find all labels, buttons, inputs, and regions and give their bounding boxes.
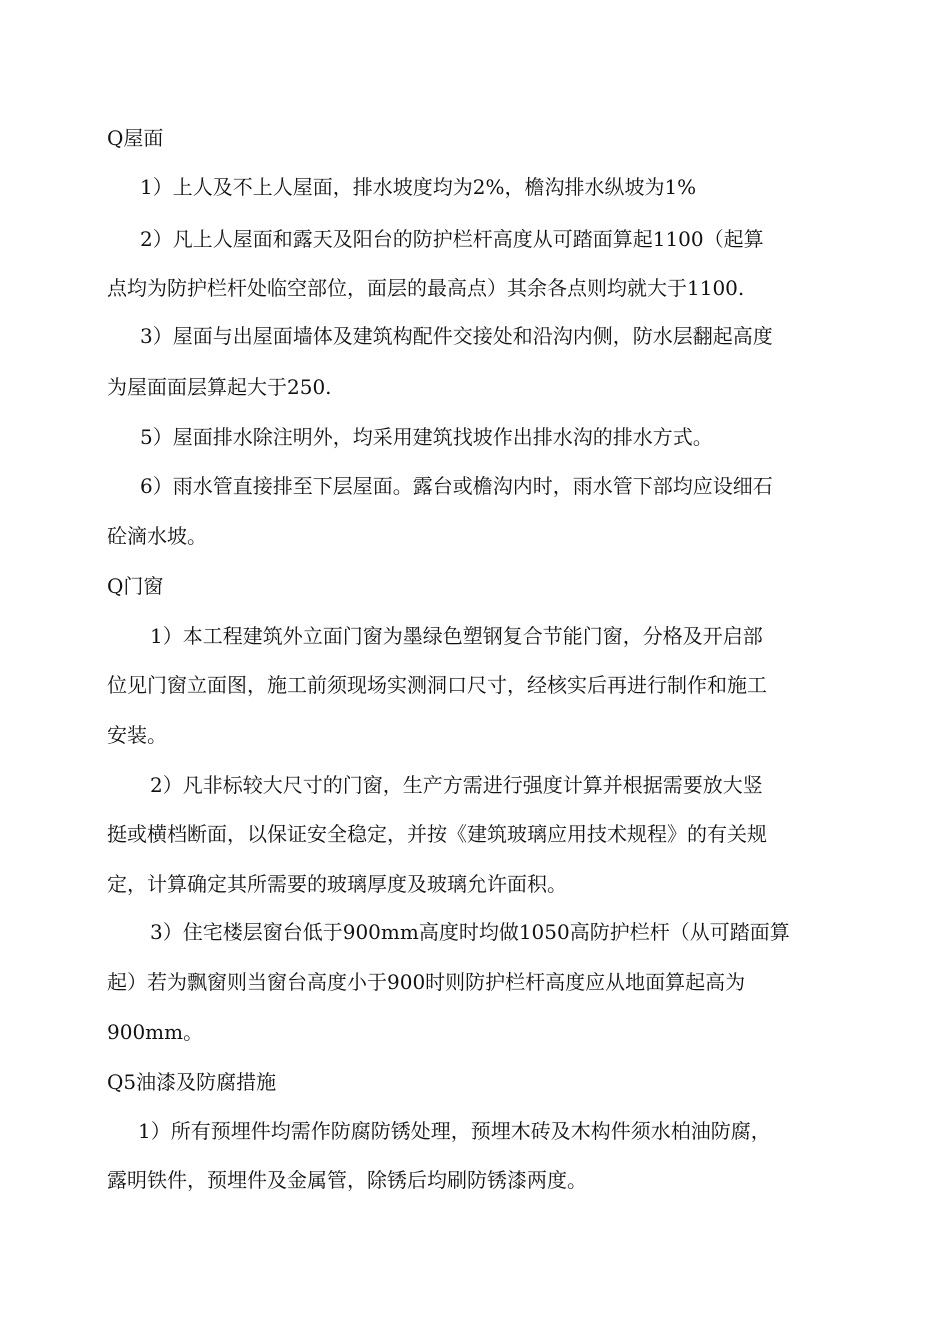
paragraph-line: 1）上人及不上人屋面，排水坡度均为2%，檐沟排水纵坡为1% (140, 175, 697, 199)
paragraph-line: 露明铁件，预埋件及金属管，除锈后均刷防锈漆两度。 (107, 1168, 587, 1192)
section-heading-paint-anticorrosion: Q5油漆及防腐措施 (107, 1070, 277, 1094)
paragraph-line: 安装。 (107, 723, 167, 747)
paragraph-line: 挺或横档断面，以保证安全稳定，并按《建筑玻璃应用技术规程》的有关规 (107, 822, 767, 846)
paragraph-line: 1）本工程建筑外立面门窗为墨绿色塑钢复合节能门窗，分格及开启部 (150, 624, 763, 648)
section-heading-roof: Q屋面 (107, 126, 164, 150)
paragraph-line: 5）屋面排水除注明外，均采用建筑找坡作出排水沟的排水方式。 (140, 425, 713, 449)
paragraph-line: 2）凡上人屋面和露天及阳台的防护栏杆高度从可踏面算起1100（起算 (140, 227, 764, 251)
paragraph-line: 起）若为飘窗则当窗台高度小于900时则防护栏杆高度应从地面算起高为 (107, 970, 746, 994)
section-heading-doors-windows: Q门窗 (107, 574, 164, 598)
paragraph-line: 900mm。 (107, 1020, 204, 1044)
paragraph-line: 3）屋面与出屋面墙体及建筑构配件交接处和沿沟内侧，防水层翻起高度 (140, 324, 773, 348)
paragraph-line: 6）雨水管直接排至下层屋面。露台或檐沟内时，雨水管下部均应设细石 (140, 474, 773, 498)
paragraph-line: 为屋面面层算起大于250. (107, 375, 332, 399)
paragraph-line: 定，计算确定其所需要的玻璃厚度及玻璃允许面积。 (107, 872, 567, 896)
paragraph-line: 点均为防护栏杆处临空部位，面层的最高点）其余各点则均就大于1100. (107, 276, 745, 300)
paragraph-line: 3）住宅楼层窗台低于900mm高度时均做1050高防护栏杆（从可踏面算 (150, 920, 790, 944)
paragraph-line: 砼滴水坡。 (107, 524, 207, 548)
paragraph-line: 1）所有预埋件均需作防腐防锈处理，预埋木砖及木构件须水柏油防腐， (138, 1119, 771, 1143)
paragraph-line: 2）凡非标较大尺寸的门窗，生产方需进行强度计算并根据需要放大竖 (150, 773, 763, 797)
paragraph-line: 位见门窗立面图，施工前须现场实测洞口尺寸，经核实后再进行制作和施工 (107, 673, 767, 697)
